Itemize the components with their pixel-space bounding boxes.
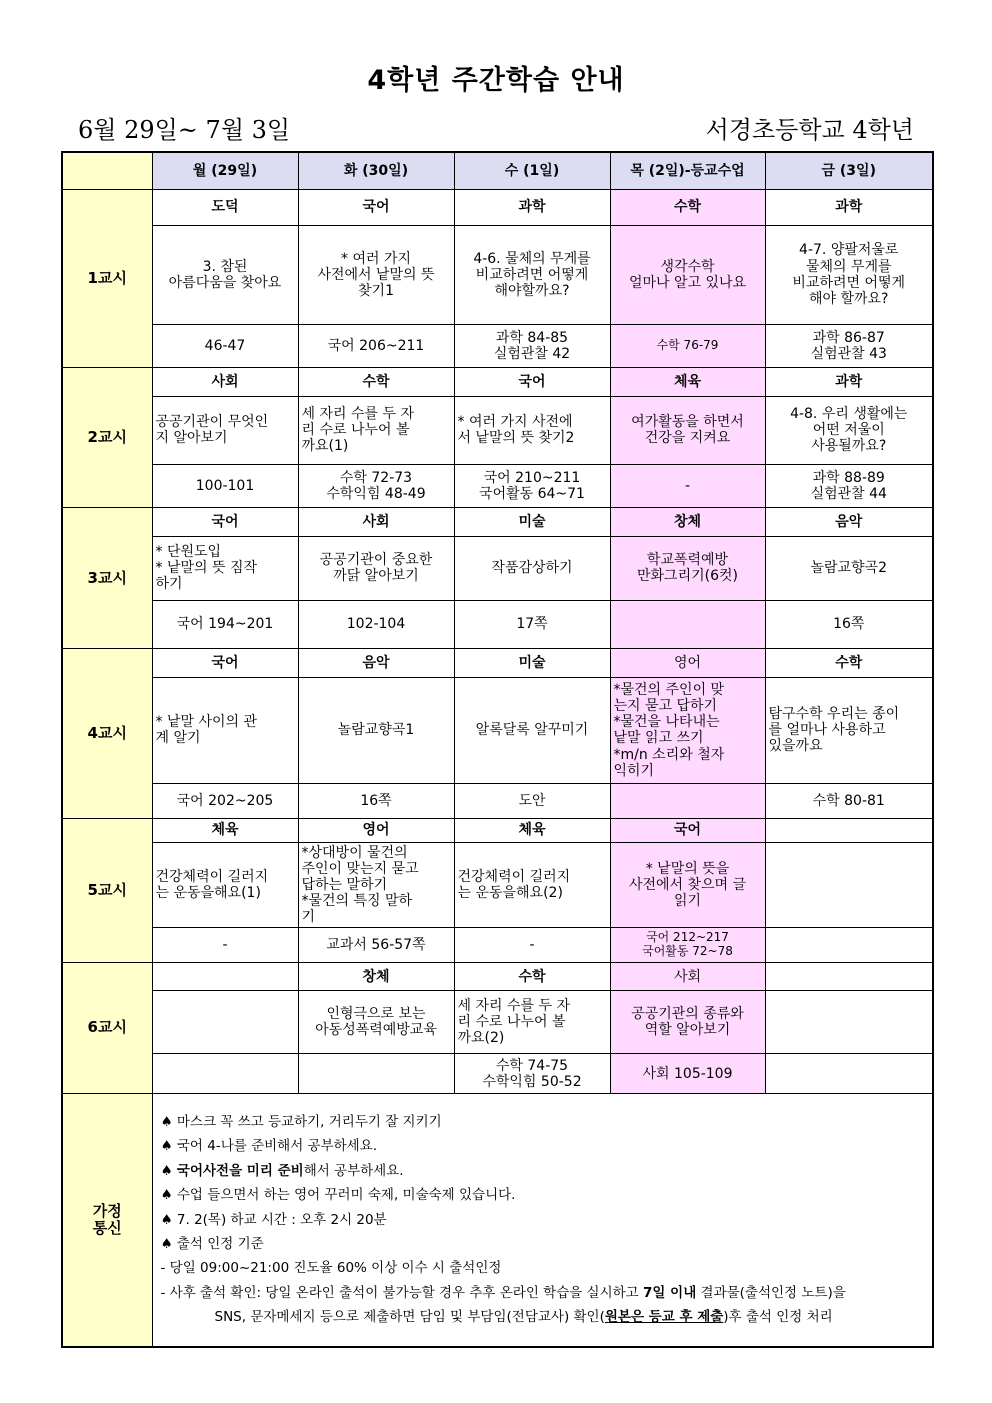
lesson-content-tue: * 여러 가지 사전에서 낱말의 뜻 찾기1 — [298, 225, 454, 324]
subject-thu: 국어 — [610, 818, 765, 842]
notes-label: 가정 통신 — [62, 1093, 152, 1347]
period-label: 3교시 — [62, 508, 152, 649]
subject-tue: 영어 — [298, 818, 454, 842]
lesson-content-mon: 3. 참된 아름다움을 찾아요 — [152, 225, 298, 324]
textbook-pages-thu — [610, 600, 765, 649]
subject-thu: 창체 — [610, 508, 765, 536]
subject-mon: 국어 — [152, 649, 298, 677]
lesson-content-tue: 공공기관이 중요한 까닭 알아보기 — [298, 536, 454, 600]
textbook-pages-wed: 도안 — [454, 784, 610, 818]
lesson-content-tue: *상대방이 물건의 주인이 맞는지 묻고 답하는 말하기 *물건의 특징 말하 기 — [298, 842, 454, 927]
day-header-mon: 월 (29일) — [152, 152, 298, 190]
textbook-pages-mon: 100-101 — [152, 464, 298, 508]
family-notice — [152, 1093, 933, 1347]
textbook-pages-fri — [765, 927, 933, 962]
period-label: 2교시 — [62, 368, 152, 508]
notice-line: SNS, 문자메세지 등으로 제출하면 담임 및 부담임(전담교사) 확인(원본은 등교 후 제출)후 출석 인정 처리 — [214, 1309, 833, 1326]
subject-wed: 수학 — [454, 963, 610, 991]
lesson-content-fri: 4-8. 우리 생활에는 어떤 저울이 사용될까요? — [765, 396, 933, 464]
period-label: 6교시 — [62, 963, 152, 1094]
subject-fri: 음악 — [765, 508, 933, 536]
subject-thu: 사회 — [610, 963, 765, 991]
subject-thu: 체육 — [610, 368, 765, 396]
subject-fri: 과학 — [765, 190, 933, 225]
day-header-wed: 수 (1일) — [454, 152, 610, 190]
lesson-content-tue: 놀람교향곡1 — [298, 677, 454, 783]
textbook-pages-mon: 국어 202~205 — [152, 784, 298, 818]
textbook-pages-thu: - — [610, 464, 765, 508]
textbook-pages-tue: 16쪽 — [298, 784, 454, 818]
textbook-pages-wed: 과학 84-85 실험관찰 42 — [454, 324, 610, 368]
notice-line: ♠ 마스크 꼭 쓰고 등교하기, 거리두기 잘 지키기 — [160, 1113, 442, 1130]
subject-mon: 도덕 — [152, 190, 298, 225]
subject-wed: 체육 — [454, 818, 610, 842]
lesson-content-wed: 세 자리 수를 두 자 리 수로 나누어 볼 까요(2) — [454, 991, 610, 1054]
subject-tue: 음악 — [298, 649, 454, 677]
subject-tue: 사회 — [298, 508, 454, 536]
notice-line: ♠ 수업 들으면서 하는 영어 꾸러미 숙제, 미술숙제 있습니다. — [160, 1187, 516, 1204]
subject-tue: 수학 — [298, 368, 454, 396]
textbook-pages-tue: 수학 72-73 수학익힘 48-49 — [298, 464, 454, 508]
date-range: 6월 29일~ 7월 3일 — [78, 116, 291, 144]
school-name: 서경초등학교 4학년 — [705, 116, 914, 144]
lesson-content-mon: * 낱말 사이의 관 계 알기 — [152, 677, 298, 783]
textbook-pages-fri: 과학 88-89 실험관찰 44 — [765, 464, 933, 508]
textbook-pages-tue: 102-104 — [298, 600, 454, 649]
notice-line: - 당일 09:00~21:00 진도율 60% 이상 이수 시 출석인정 — [160, 1260, 502, 1277]
textbook-pages-tue: 국어 206~211 — [298, 324, 454, 368]
notice-line: ♠ 국어사전을 미리 준비해서 공부하세요. — [160, 1162, 404, 1179]
textbook-pages-wed: 17쪽 — [454, 600, 610, 649]
period-label: 1교시 — [62, 190, 152, 368]
day-header-thu: 목 (2일)-등교수업 — [610, 152, 765, 190]
lesson-content-wed: 알록달록 알꾸미기 — [454, 677, 610, 783]
lesson-content-mon: 공공기관이 무엇인 지 알아보기 — [152, 396, 298, 464]
subject-mon: 국어 — [152, 508, 298, 536]
lesson-content-wed: 건강체력이 길러지 는 운동을해요(2) — [454, 842, 610, 927]
textbook-pages-thu: 수학 76-79 — [610, 324, 765, 368]
page-title: 4학년 주간학습 안내 — [367, 65, 625, 96]
day-header-fri: 금 (3일) — [765, 152, 933, 190]
textbook-pages-wed: - — [454, 927, 610, 962]
textbook-pages-mon: 국어 194~201 — [152, 600, 298, 649]
textbook-pages-thu: 사회 105-109 — [610, 1054, 765, 1094]
notice-line: ♠ 국어 4-나를 준비해서 공부하세요. — [160, 1138, 378, 1155]
lesson-content-fri: 놀람교향곡2 — [765, 536, 933, 600]
lesson-content-wed: 작품감상하기 — [454, 536, 610, 600]
textbook-pages-tue: 교과서 56-57쪽 — [298, 927, 454, 962]
textbook-pages-fri — [765, 1054, 933, 1094]
subject-fri: 과학 — [765, 368, 933, 396]
lesson-content-fri — [765, 842, 933, 927]
subject-fri — [765, 963, 933, 991]
notice-line: ♠ 출석 인정 기준 — [160, 1236, 264, 1253]
textbook-pages-thu: 국어 212~217 국어활동 72~78 — [610, 927, 765, 962]
textbook-pages-mon — [152, 1054, 298, 1094]
textbook-pages-fri: 수학 80-81 — [765, 784, 933, 818]
textbook-pages-wed: 수학 74-75 수학익힘 50-52 — [454, 1054, 610, 1094]
notice-line: ♠ 7. 2(목) 하교 시간 : 오후 2시 20분 — [160, 1211, 387, 1228]
subject-wed: 미술 — [454, 508, 610, 536]
lesson-content-fri: 4-7. 양팔저울로 물체의 무게를 비교하려면 어떻게 해야 할까요? — [765, 225, 933, 324]
subject-thu: 수학 — [610, 190, 765, 225]
subject-tue: 국어 — [298, 190, 454, 225]
subject-mon: 사회 — [152, 368, 298, 396]
lesson-content-thu: * 낱말의 뜻을 사전에서 찾으며 글 읽기 — [610, 842, 765, 927]
lesson-content-thu: 여가활동을 하면서 건강을 지켜요 — [610, 396, 765, 464]
textbook-pages-fri: 16쪽 — [765, 600, 933, 649]
lesson-content-thu: 공공기관의 종류와 역할 알아보기 — [610, 991, 765, 1054]
lesson-content-tue: 인형극으로 보는 아동성폭력예방교육 — [298, 991, 454, 1054]
weekly-schedule-table — [61, 151, 934, 1348]
subject-mon: 체육 — [152, 818, 298, 842]
subject-mon — [152, 963, 298, 991]
subject-wed: 미술 — [454, 649, 610, 677]
subject-tue: 창체 — [298, 963, 454, 991]
lesson-content-mon: * 단원도입 * 낱말의 뜻 짐작 하기 — [152, 536, 298, 600]
textbook-pages-fri: 과학 86-87 실험관찰 43 — [765, 324, 933, 368]
textbook-pages-mon: - — [152, 927, 298, 962]
subject-fri: 수학 — [765, 649, 933, 677]
textbook-pages-thu — [610, 784, 765, 818]
textbook-pages-wed: 국어 210~211 국어활동 64~71 — [454, 464, 610, 508]
period-label: 5교시 — [62, 818, 152, 962]
lesson-content-thu: 생각수학 얼마나 알고 있나요 — [610, 225, 765, 324]
lesson-content-fri: 탐구수학 우리는 종이 를 얼마나 사용하고 있을까요 — [765, 677, 933, 783]
subject-wed: 과학 — [454, 190, 610, 225]
corner-cell — [62, 152, 152, 190]
period-label: 4교시 — [62, 649, 152, 818]
textbook-pages-mon: 46-47 — [152, 324, 298, 368]
lesson-content-fri — [765, 991, 933, 1054]
textbook-pages-tue — [298, 1054, 454, 1094]
lesson-content-thu: 학교폭력예방 만화그리기(6컷) — [610, 536, 765, 600]
notice-line: - 사후 출석 확인: 당일 온라인 출석이 불가능할 경우 추후 온라인 학습을 실시하고 7일 이내 결과물(출석인정 노트)을 — [160, 1284, 846, 1301]
subject-wed: 국어 — [454, 368, 610, 396]
lesson-content-mon: 건강체력이 길러지 는 운동을해요(1) — [152, 842, 298, 927]
lesson-content-tue: 세 자리 수를 두 자 리 수로 나누어 볼 까요(1) — [298, 396, 454, 464]
lesson-content-mon — [152, 991, 298, 1054]
subject-thu: 영어 — [610, 649, 765, 677]
lesson-content-thu: *물건의 주인이 맞 는지 묻고 답하기 *물건을 나타내는 낱말 읽고 쓰기 *m/n 소리와 철자 익히기 — [610, 677, 765, 783]
day-header-tue: 화 (30일) — [298, 152, 454, 190]
lesson-content-wed: 4-6. 물체의 무게를 비교하려면 어떻게 해야할까요? — [454, 225, 610, 324]
lesson-content-wed: * 여러 가지 사전에 서 낱말의 뜻 찾기2 — [454, 396, 610, 464]
subject-fri — [765, 818, 933, 842]
